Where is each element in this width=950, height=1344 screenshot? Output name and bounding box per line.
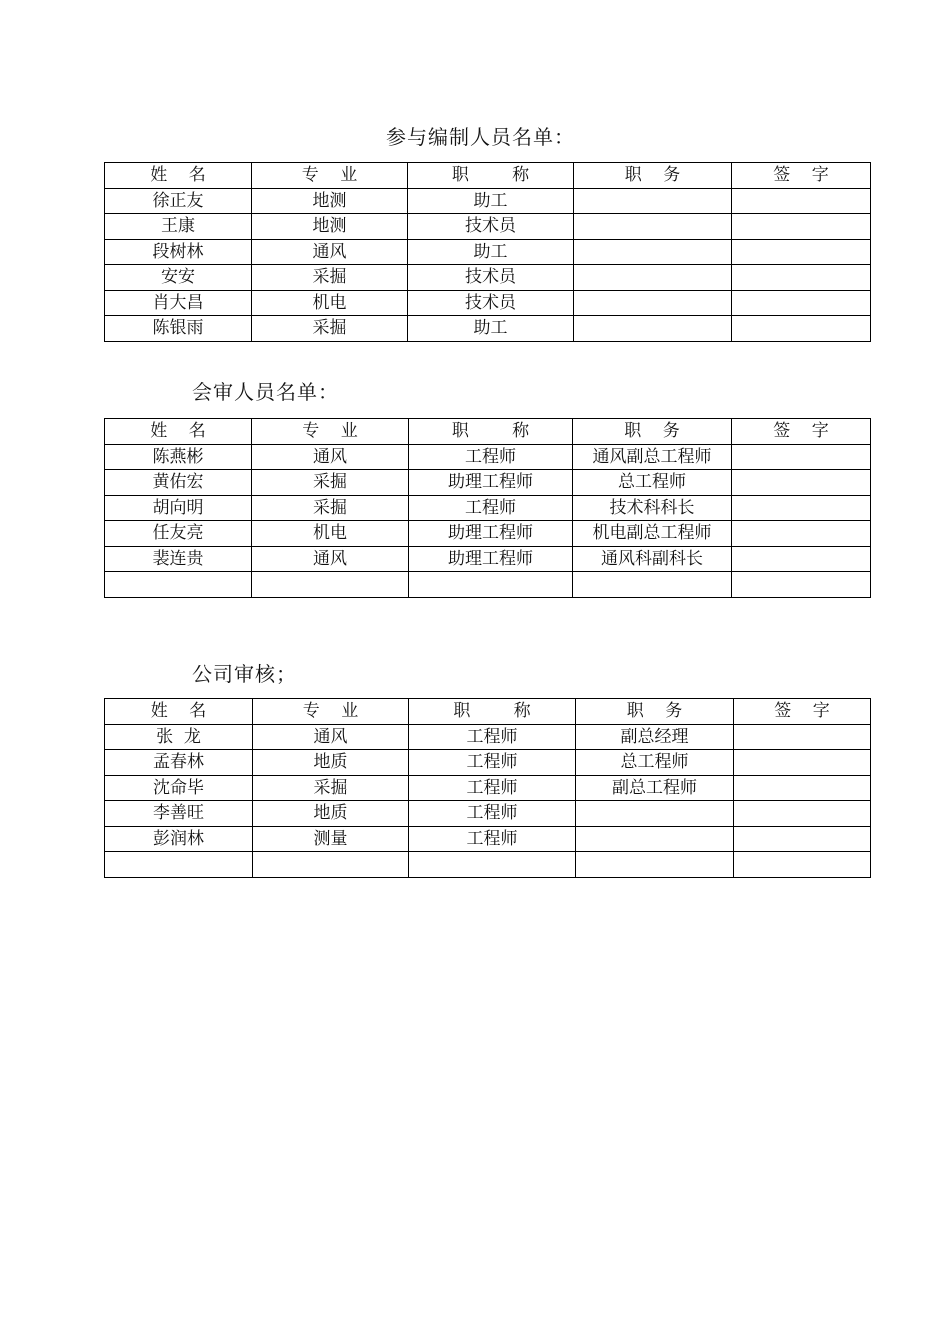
cell-signature [732,316,871,342]
cell-title: 助理工程师 [409,470,573,496]
header-title: 职 称 [408,163,574,189]
cell-name: 彭润林 [105,826,253,852]
cell-position: 机电副总工程师 [573,521,732,547]
cell-specialty: 机电 [252,290,408,316]
cell-name: 安安 [105,265,252,291]
cell-specialty: 地质 [253,750,409,776]
cell-title: 工程师 [409,801,576,827]
cell-title [409,852,576,878]
cell-title: 工程师 [409,826,576,852]
cell-specialty: 机电 [252,521,409,547]
cell-title: 助理工程师 [409,546,573,572]
cell-position [574,265,732,291]
cell-position: 总工程师 [573,470,732,496]
cell-name: 沈命毕 [105,775,253,801]
cell-signature [734,724,871,750]
cell-title: 工程师 [409,444,573,470]
cell-title: 助理工程师 [409,521,573,547]
cell-specialty: 采掘 [253,775,409,801]
cell-title: 技术员 [408,265,574,291]
header-position: 职 务 [576,699,734,725]
header-specialty: 专 业 [252,419,409,445]
cell-specialty [252,572,409,598]
cell-name: 孟春林 [105,750,253,776]
header-specialty: 专 业 [252,163,408,189]
cell-name: 张 龙 [105,724,253,750]
cell-title: 助工 [408,316,574,342]
cell-specialty: 采掘 [252,316,408,342]
table-row [105,214,871,240]
table-row [105,572,871,598]
cell-position: 通风副总工程师 [573,444,732,470]
cell-position [576,826,734,852]
table-row [105,444,871,470]
cell-signature [732,495,871,521]
cell-position [574,188,732,214]
cell-signature [732,546,871,572]
cell-specialty: 测量 [253,826,409,852]
cell-position: 副总工程师 [576,775,734,801]
table-row [105,239,871,265]
table-row [105,826,871,852]
table-row [105,546,871,572]
section3-title: 公司审核； [192,662,297,686]
cell-position [576,801,734,827]
cell-specialty: 通风 [252,444,409,470]
cell-title: 助工 [408,239,574,265]
cell-specialty: 采掘 [252,495,409,521]
cell-signature [732,188,871,214]
header-name: 姓 名 [105,699,253,725]
cell-signature [732,470,871,496]
cell-signature [734,852,871,878]
cell-signature [732,521,871,547]
cell-signature [732,214,871,240]
cell-name: 李善旺 [105,801,253,827]
header-specialty: 专 业 [253,699,409,725]
header-signature: 签 字 [734,699,871,725]
cell-signature [734,775,871,801]
cell-signature [734,826,871,852]
cell-position [574,316,732,342]
cell-signature [732,444,871,470]
cell-specialty: 地测 [252,214,408,240]
header-name: 姓 名 [105,419,252,445]
table-row [105,852,871,878]
cell-position: 技术科科长 [573,495,732,521]
cell-name [105,572,252,598]
cell-title [409,572,573,598]
cell-specialty: 通风 [253,724,409,750]
cell-specialty: 采掘 [252,265,408,291]
header-row [105,163,871,189]
cell-specialty: 地测 [252,188,408,214]
cell-specialty: 地质 [253,801,409,827]
table-row [105,775,871,801]
cell-name: 徐正友 [105,188,252,214]
cell-position [574,214,732,240]
cell-name: 肖大昌 [105,290,252,316]
cell-signature [732,290,871,316]
cell-position [573,572,732,598]
header-row [105,699,871,725]
cell-position: 通风科副科长 [573,546,732,572]
cell-specialty [253,852,409,878]
cell-specialty: 通风 [252,239,408,265]
header-position: 职 务 [574,163,732,189]
table-row [105,521,871,547]
cell-signature [734,750,871,776]
table-row [105,470,871,496]
cell-name: 裴连贵 [105,546,252,572]
cell-name: 任友亮 [105,521,252,547]
cell-title: 工程师 [409,495,573,521]
cell-position [574,290,732,316]
cell-signature [734,801,871,827]
header-position: 职 务 [573,419,732,445]
cell-name: 陈银雨 [105,316,252,342]
cell-specialty: 采掘 [252,470,409,496]
section2-title: 会审人员名单： [192,380,339,404]
table-row [105,495,871,521]
table-row [105,265,871,291]
cell-name: 胡向明 [105,495,252,521]
header-title: 职 称 [409,419,573,445]
header-signature: 签 字 [732,419,871,445]
cell-signature [732,572,871,598]
table-row [105,316,871,342]
cell-name: 段树林 [105,239,252,265]
cell-position: 总工程师 [576,750,734,776]
header-name: 姓 名 [105,163,252,189]
section1-title: 参与编制人员名单： [386,125,575,149]
table-row [105,801,871,827]
cell-position [574,239,732,265]
cell-name: 黄佑宏 [105,470,252,496]
cell-signature [732,239,871,265]
cell-specialty: 通风 [252,546,409,572]
header-signature: 签 字 [732,163,871,189]
table-row [105,724,871,750]
cell-position: 副总经理 [576,724,734,750]
cell-title: 工程师 [409,750,576,776]
cell-name: 陈燕彬 [105,444,252,470]
header-row [105,419,871,445]
cell-title: 工程师 [409,724,576,750]
cell-signature [732,265,871,291]
cell-title: 助工 [408,188,574,214]
header-title: 职 称 [409,699,576,725]
company-review-table [104,698,871,878]
compilers-table [104,162,871,342]
cell-name [105,852,253,878]
reviewers-table [104,418,871,598]
table-row [105,290,871,316]
cell-title: 工程师 [409,775,576,801]
table-row [105,750,871,776]
cell-name: 王康 [105,214,252,240]
cell-title: 技术员 [408,290,574,316]
cell-title: 技术员 [408,214,574,240]
table-row [105,188,871,214]
cell-position [576,852,734,878]
